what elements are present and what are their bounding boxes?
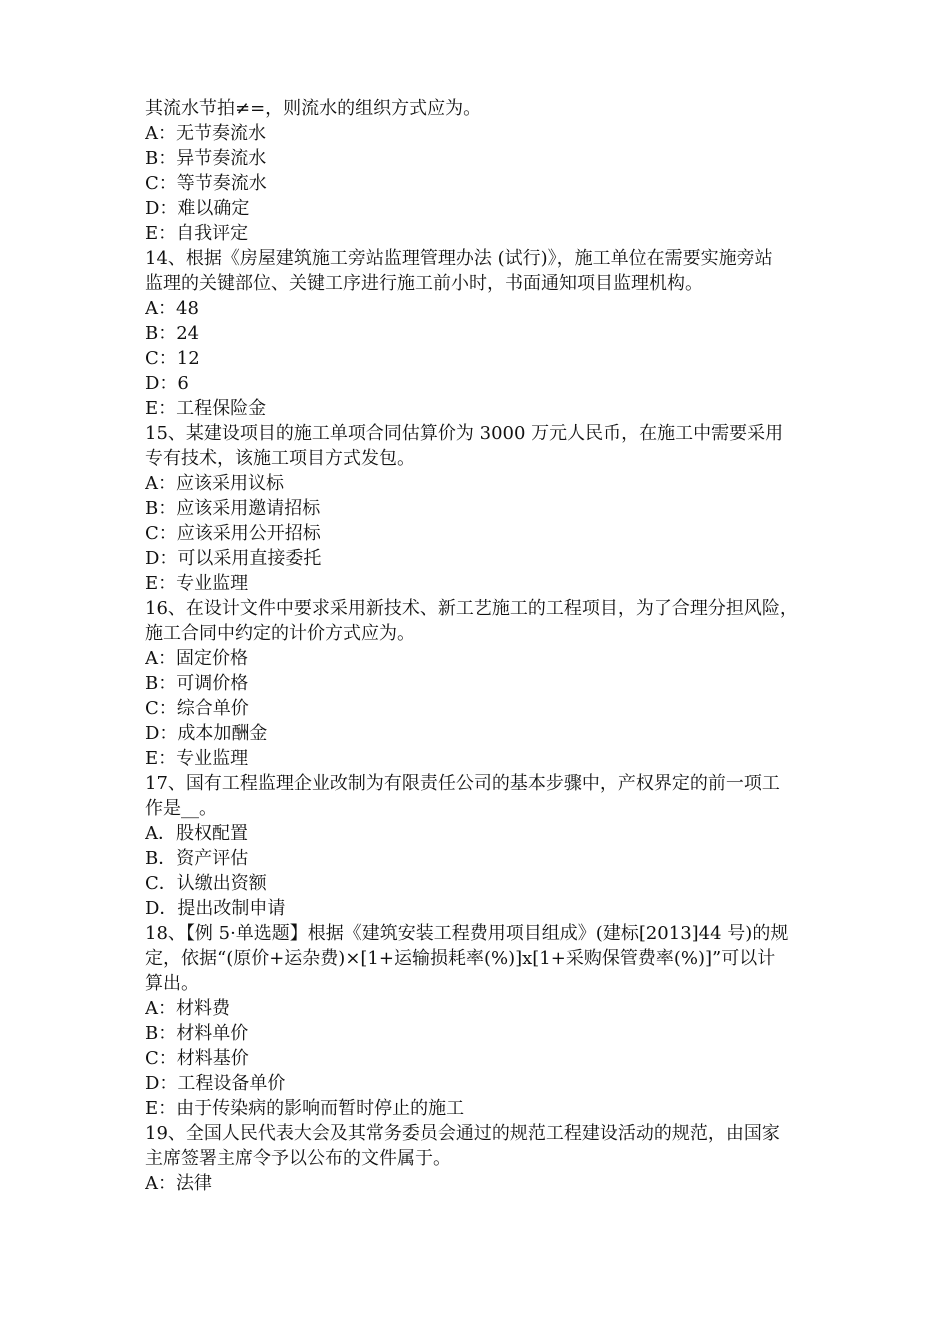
option-line: B：材料单价	[145, 1023, 249, 1044]
option-line: E：专业监理	[145, 573, 249, 594]
option-line: C：12	[145, 348, 200, 369]
text-line: 其流水节拍≠=，则流水的组织方式应为。	[145, 98, 482, 119]
option-line: D：工程设备单价	[145, 1073, 286, 1094]
option-line: A：材料费	[145, 998, 230, 1019]
option-line: C．认缴出资额	[145, 873, 267, 894]
option-line: A：固定价格	[145, 648, 248, 669]
option-line: E：工程保险金	[145, 398, 267, 419]
question-line: 14、根据《房屋建筑施工旁站监理管理办法 (试行)》，施工单位在需要实施旁站	[145, 248, 773, 269]
option-line: B：异节奏流水	[145, 148, 267, 169]
question-line: 主席签署主席令予以公布的文件属于。	[145, 1148, 451, 1169]
option-line: A：48	[145, 298, 199, 319]
option-line: D：可以采用直接委托	[145, 548, 322, 569]
option-line: A：无节奏流水	[145, 123, 266, 144]
question-line: 作是__。	[145, 798, 217, 819]
option-line: B：可调价格	[145, 673, 249, 694]
option-line: D：难以确定	[145, 198, 250, 219]
question-line: 算出。	[145, 973, 199, 994]
option-line: E：自我评定	[145, 223, 249, 244]
document-page	[145, 96, 815, 1196]
option-line: C：综合单价	[145, 698, 249, 719]
option-line: C：材料基价	[145, 1048, 249, 1069]
question-line: 监理的关键部位、关键工序进行施工前小时，书面通知项目监理机构。	[145, 273, 703, 294]
question-line: 15、某建设项目的施工单项合同估算价为 3000 万元人民币，在施工中需要采用	[145, 423, 784, 444]
option-line: B：应该采用邀请招标	[145, 498, 321, 519]
question-line: 施工合同中约定的计价方式应为。	[145, 623, 415, 644]
question-line: 16、在设计文件中要求采用新技术、新工艺施工的工程项目，为了合理分担风险，	[145, 598, 798, 619]
option-line: B．资产评估	[145, 848, 249, 869]
option-line: E：由于传染病的影响而暂时停止的施工	[145, 1098, 465, 1119]
question-line: 18、【例 5·单选题】根据《建筑安装工程费用项目组成》(建标[2013]44 号)的规	[145, 923, 789, 944]
option-line: D．提出改制申请	[145, 898, 286, 919]
question-line: 专有技术，该施工项目方式发包。	[145, 448, 415, 469]
option-line: A．股权配置	[145, 823, 248, 844]
option-line: D：6	[145, 373, 189, 394]
option-line: A：法律	[145, 1173, 212, 1194]
option-line: A：应该采用议标	[145, 473, 284, 494]
option-line: B：24	[145, 323, 200, 344]
option-line: C：等节奏流水	[145, 173, 267, 194]
option-line: D：成本加酬金	[145, 723, 268, 744]
question-line: 17、国有工程监理企业改制为有限责任公司的基本步骤中，产权界定的前一项工	[145, 773, 780, 794]
option-line: E：专业监理	[145, 748, 249, 769]
question-line: 定，依据“(原价+运杂费)×[1+运输损耗率(%)]x[1+采购保管费率(%)]”可以计	[145, 948, 776, 969]
question-line: 19、全国人民代表大会及其常务委员会通过的规范工程建设活动的规范，由国家	[145, 1123, 780, 1144]
option-line: C：应该采用公开招标	[145, 523, 321, 544]
